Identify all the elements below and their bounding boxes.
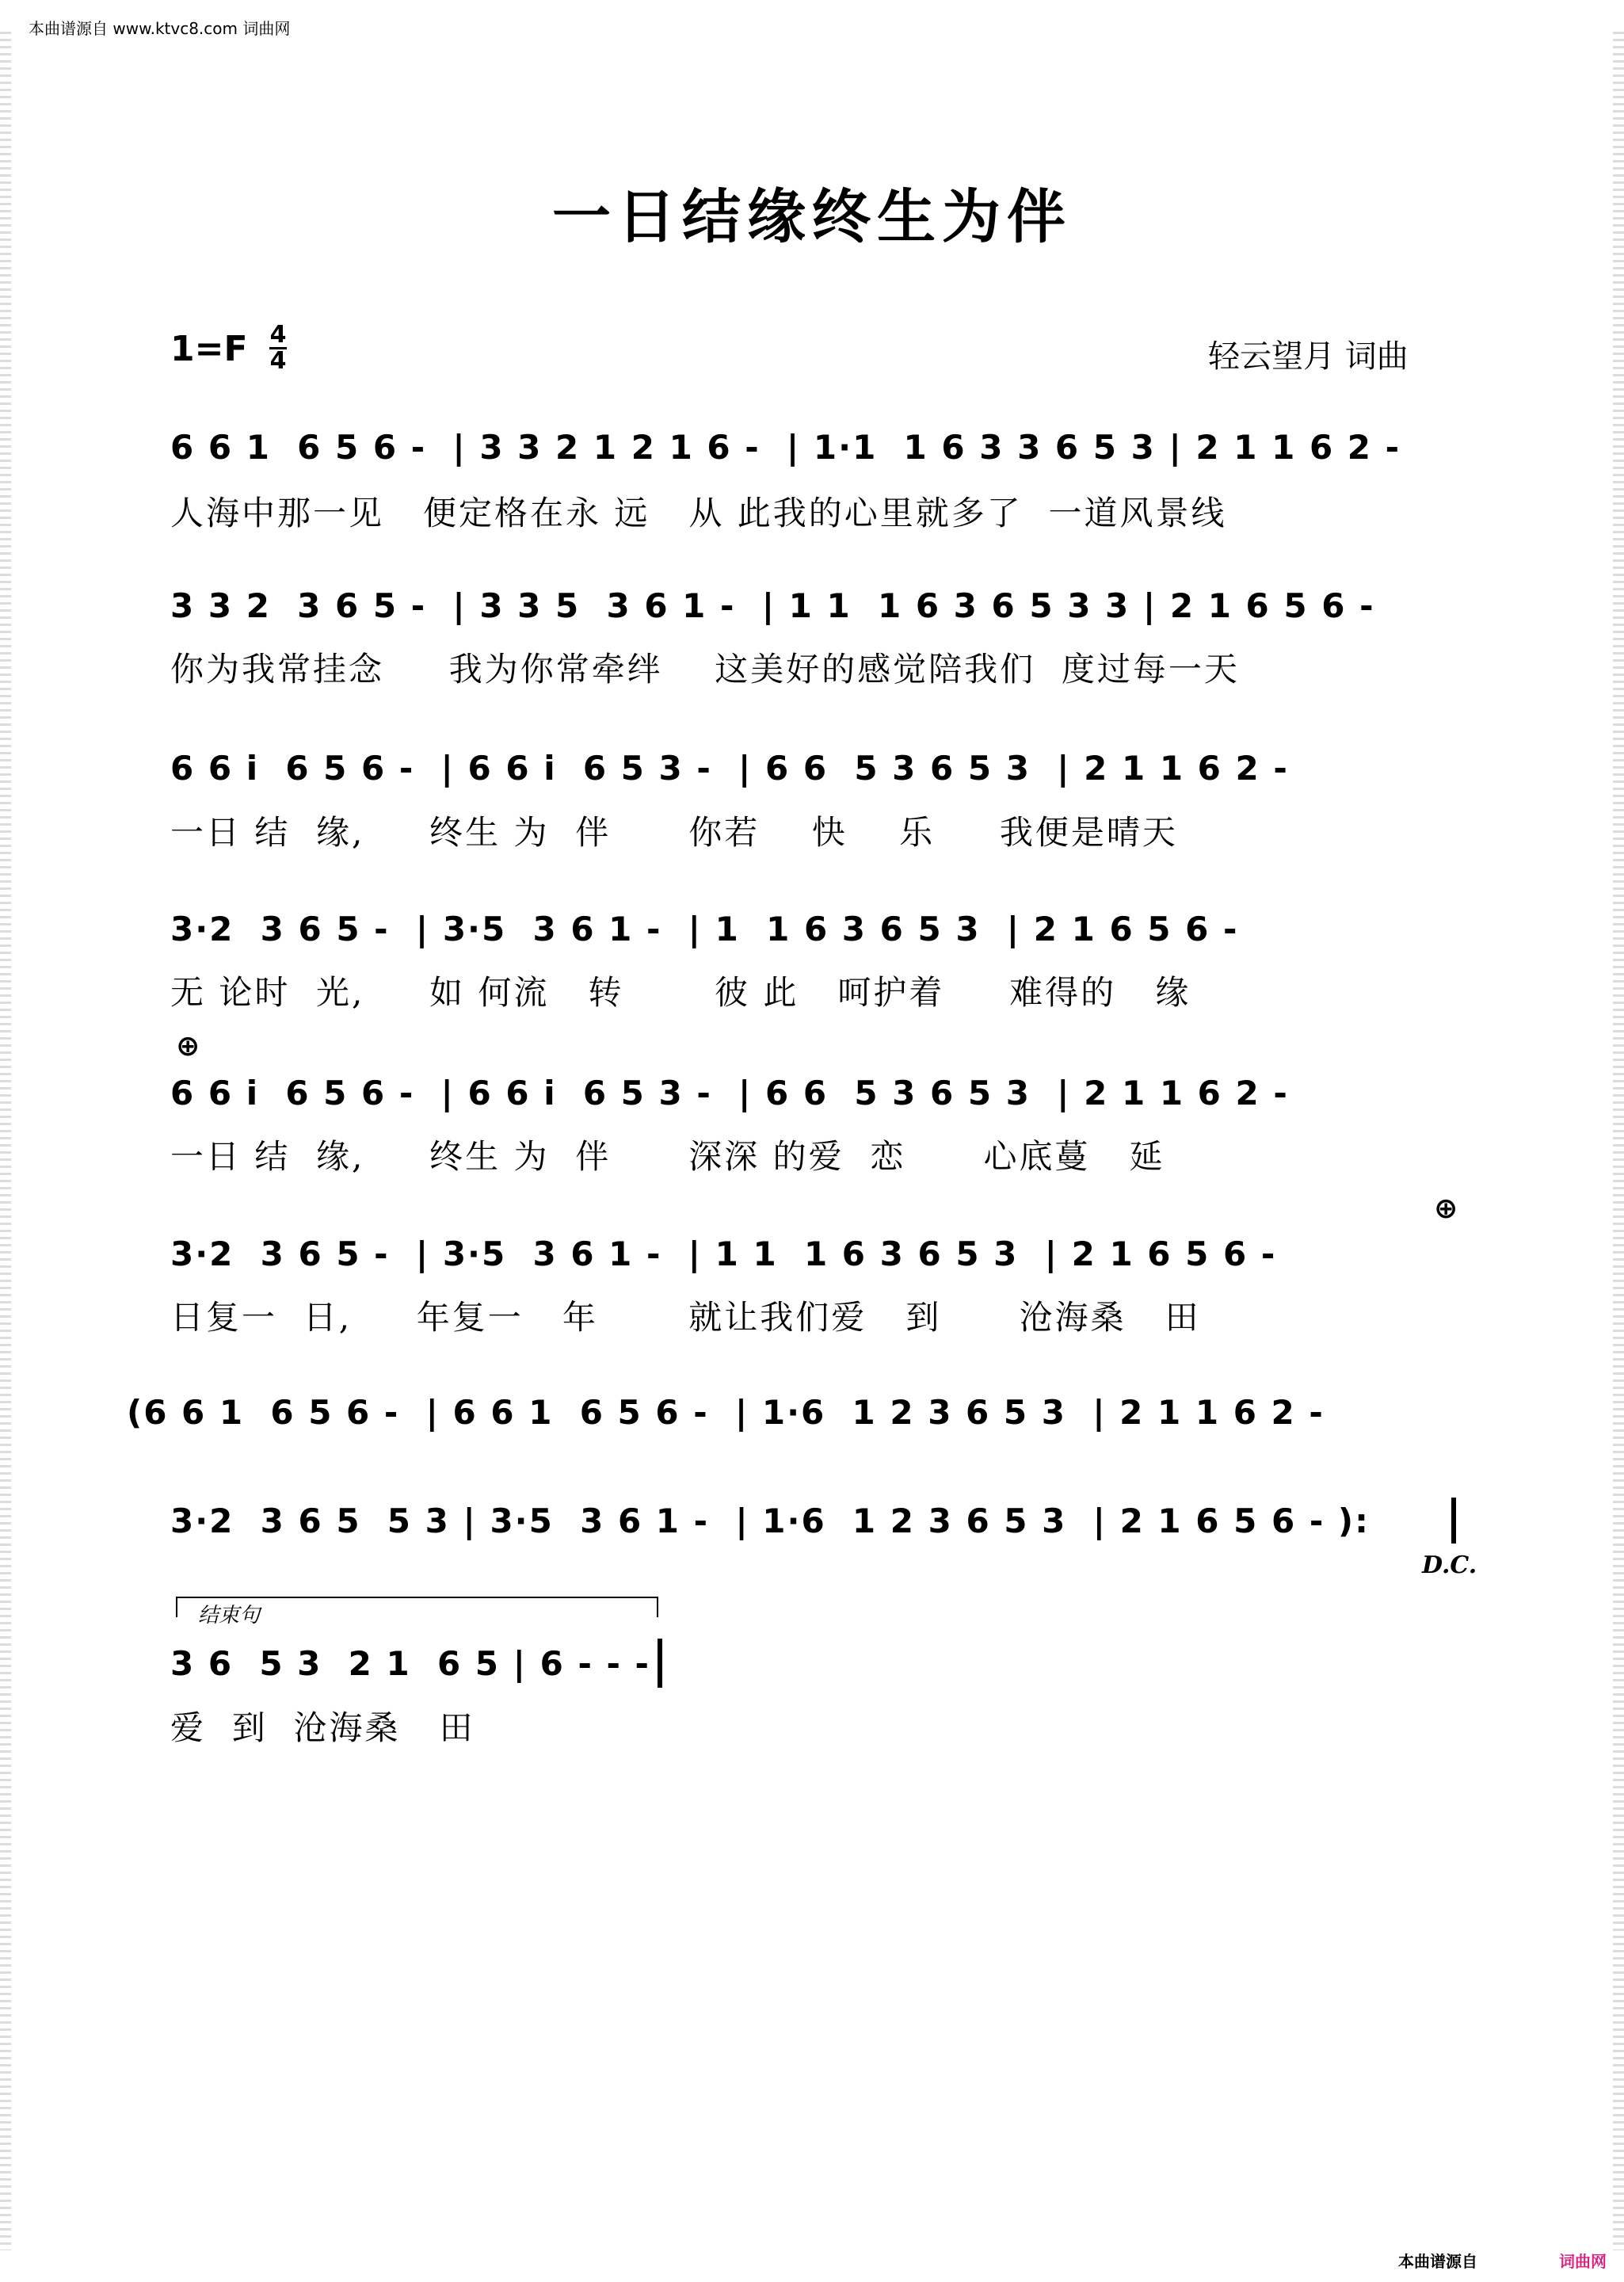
left-margin-watermark xyxy=(0,32,11,2250)
ending-notes: 3 6 5 3 2 1 6 5 | 6 - - - xyxy=(170,1644,650,1683)
score-row-3-notes: 6 6 i 6 5 6 - | 6 6 i 6 5 3 - | 6 6 5 3 6 5 3 | 2 1 1 6 2 - xyxy=(170,749,1289,788)
score-row-4-lyrics: 无 论时 光, 如 何流 转 彼 此 呵护着 难得的 缘 xyxy=(170,973,1191,1012)
repeat-end-barline xyxy=(1451,1498,1456,1544)
header-source-note: 本曲谱源自 www.ktvc8.com 词曲网 xyxy=(29,19,291,38)
score-row-2-notes: 3 3 2 3 6 5 - | 3 3 5 3 6 1 - | 1 1 1 6 3 6 5 3 3 | 2 1 6 5 6 - xyxy=(170,586,1375,625)
ending-lyrics: 爱 到 沧海桑 田 xyxy=(170,1708,475,1747)
score-row-4-notes: 3·2 3 6 5 - | 3·5 3 6 1 - | 1 1 6 3 6 5 3 | 2 1 6 5 6 - xyxy=(170,910,1239,948)
score-row-7-notes: (6 6 1 6 5 6 - | 6 6 1 6 5 6 - | 1·6 1 2 3 6 5 3 | 2 1 1 6 2 - xyxy=(127,1393,1325,1432)
time-signature xyxy=(269,323,287,373)
score-row-8-notes: 3·2 3 6 5 5 3 | 3·5 3 6 1 - | 1·6 1 2 3 6 5 3 | 2 1 6 5 6 - ): xyxy=(170,1502,1370,1540)
score-row-6-lyrics: 日复一 日, 年复一 年 就让我们爱 到 沧海桑 田 xyxy=(170,1298,1201,1337)
time-signature-bottom: 4 xyxy=(269,347,287,375)
right-margin-watermark xyxy=(1613,32,1624,2250)
key-signature: 1=F xyxy=(170,329,248,369)
score-row-2-lyrics: 你为我常挂念 我为你常牵绊 这美好的感觉陪我们 度过每一天 xyxy=(170,650,1240,689)
final-barline xyxy=(658,1639,662,1688)
time-signature-top: 4 xyxy=(269,321,287,349)
score-row-1-lyrics: 人海中那一见 便定格在永 远 从 此我的心里就多了 一道风景线 xyxy=(170,494,1227,532)
footer-source-label: 本曲谱源自 xyxy=(1398,2252,1477,2271)
score-row-1-notes: 6 6 1 6 5 6 - | 3 3 2 1 2 1 6 - | 1·1 1 6 3 3 6 5 3 | 2 1 1 6 2 - xyxy=(170,428,1401,467)
score-row-6-notes: 3·2 3 6 5 - | 3·5 3 6 1 - | 1 1 1 6 3 6 5 3 | 2 1 6 5 6 - xyxy=(170,1234,1277,1273)
coda-sign-2: ⊕ xyxy=(1434,1193,1458,1225)
lyricist-composer-credit: 轻云望月 词曲 xyxy=(1208,338,1409,375)
score-row-5-lyrics: 一日 结 缘, 终生 为 伴 深深 的爱 恋 心底蔓 延 xyxy=(170,1137,1165,1176)
song-title: 一日结缘终生为伴 xyxy=(552,183,1072,251)
score-row-5-notes: 6 6 i 6 5 6 - | 6 6 i 6 5 3 - | 6 6 5 3 6 5 3 | 2 1 1 6 2 - xyxy=(170,1074,1289,1112)
footer-site-label: 词曲网 xyxy=(1559,2252,1607,2271)
coda-sign-1: ⊕ xyxy=(176,1030,200,1063)
dc-mark: D.C. xyxy=(1422,1551,1477,1579)
ending-label: 结束句 xyxy=(198,1604,261,1628)
score-row-3-lyrics: 一日 结 缘, 终生 为 伴 你若 快 乐 我便是晴天 xyxy=(170,813,1178,852)
